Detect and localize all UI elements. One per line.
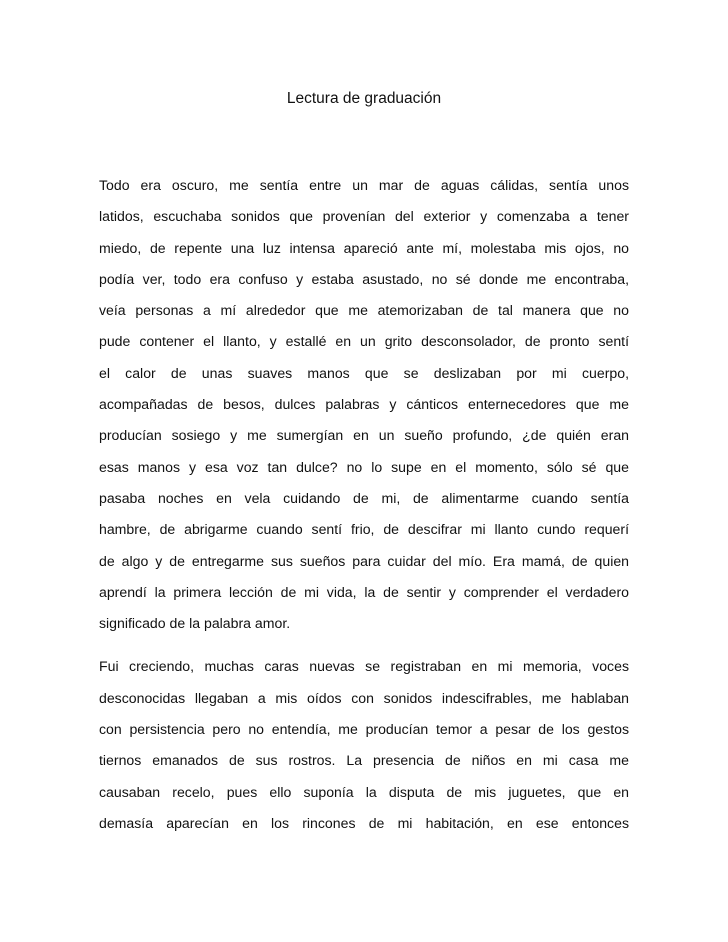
text-line: producían sosiego y me sumergían en un sueño profundo, ¿de quién eran (99, 427, 629, 444)
text-line: latidos, escuchaba sonidos que provenían del exterior y comenzaba a tener (99, 208, 629, 225)
text-line: miedo, de repente una luz intensa apareció ante mí, molestaba mis ojos, no (99, 239, 629, 256)
document-body (99, 170, 629, 851)
text-line: acompañadas de besos, dulces palabras y cánticos enternecedores que me (99, 396, 629, 413)
text-line: esas manos y esa voz tan dulce? no lo supe en el momento, sólo sé que (99, 458, 629, 475)
text-line: Fui creciendo, muchas caras nuevas se registraban en mi memoria, voces (99, 658, 629, 675)
text-line: el calor de unas suaves manos que se deslizaban por mi cuerpo, (99, 364, 629, 381)
text-line: desconocidas llegaban a mis oídos con sonidos indescifrables, me hablaban (99, 689, 629, 706)
text-line: pasaba noches en vela cuidando de mi, de alimentarme cuando sentía (99, 489, 629, 506)
text-line: con persistencia pero no entendía, me producían temor a pesar de los gestos (99, 721, 629, 738)
text-line: aprendí la primera lección de mi vida, la de sentir y comprender el verdadero (99, 583, 629, 600)
text-line: podía ver, todo era confuso y estaba asustado, no sé donde me encontraba, (99, 270, 629, 287)
text-line: Todo era oscuro, me sentía entre un mar de aguas cálidas, sentía unos (99, 177, 629, 193)
text-line: demasía aparecían en los rincones de mi habitación, en ese entonces (99, 814, 629, 831)
text-line: tiernos emanados de sus rostros. La presencia de niños en mi casa me (99, 752, 629, 769)
text-line: pude contener el llanto, y estallé en un grito desconsolador, de pronto sentí (99, 333, 629, 350)
document-title: Lectura de graduación (286, 90, 442, 107)
text-line: significado de la palabra amor. (99, 615, 291, 632)
paragraph-2 (99, 651, 629, 839)
text-line: veía personas a mí alrededor que me atemorizaban de tal manera que no (99, 302, 629, 319)
text-line: de algo y de entregarme sus sueños para cuidar del mío. Era mamá, de quien (99, 552, 629, 569)
paragraph-1 (99, 170, 629, 639)
text-line: causaban recelo, pues ello suponía la disputa de mis juguetes, que en (99, 783, 629, 800)
text-line: hambre, de abrigarme cuando sentí frio, de descifrar mi llanto cundo requerí (99, 521, 629, 538)
